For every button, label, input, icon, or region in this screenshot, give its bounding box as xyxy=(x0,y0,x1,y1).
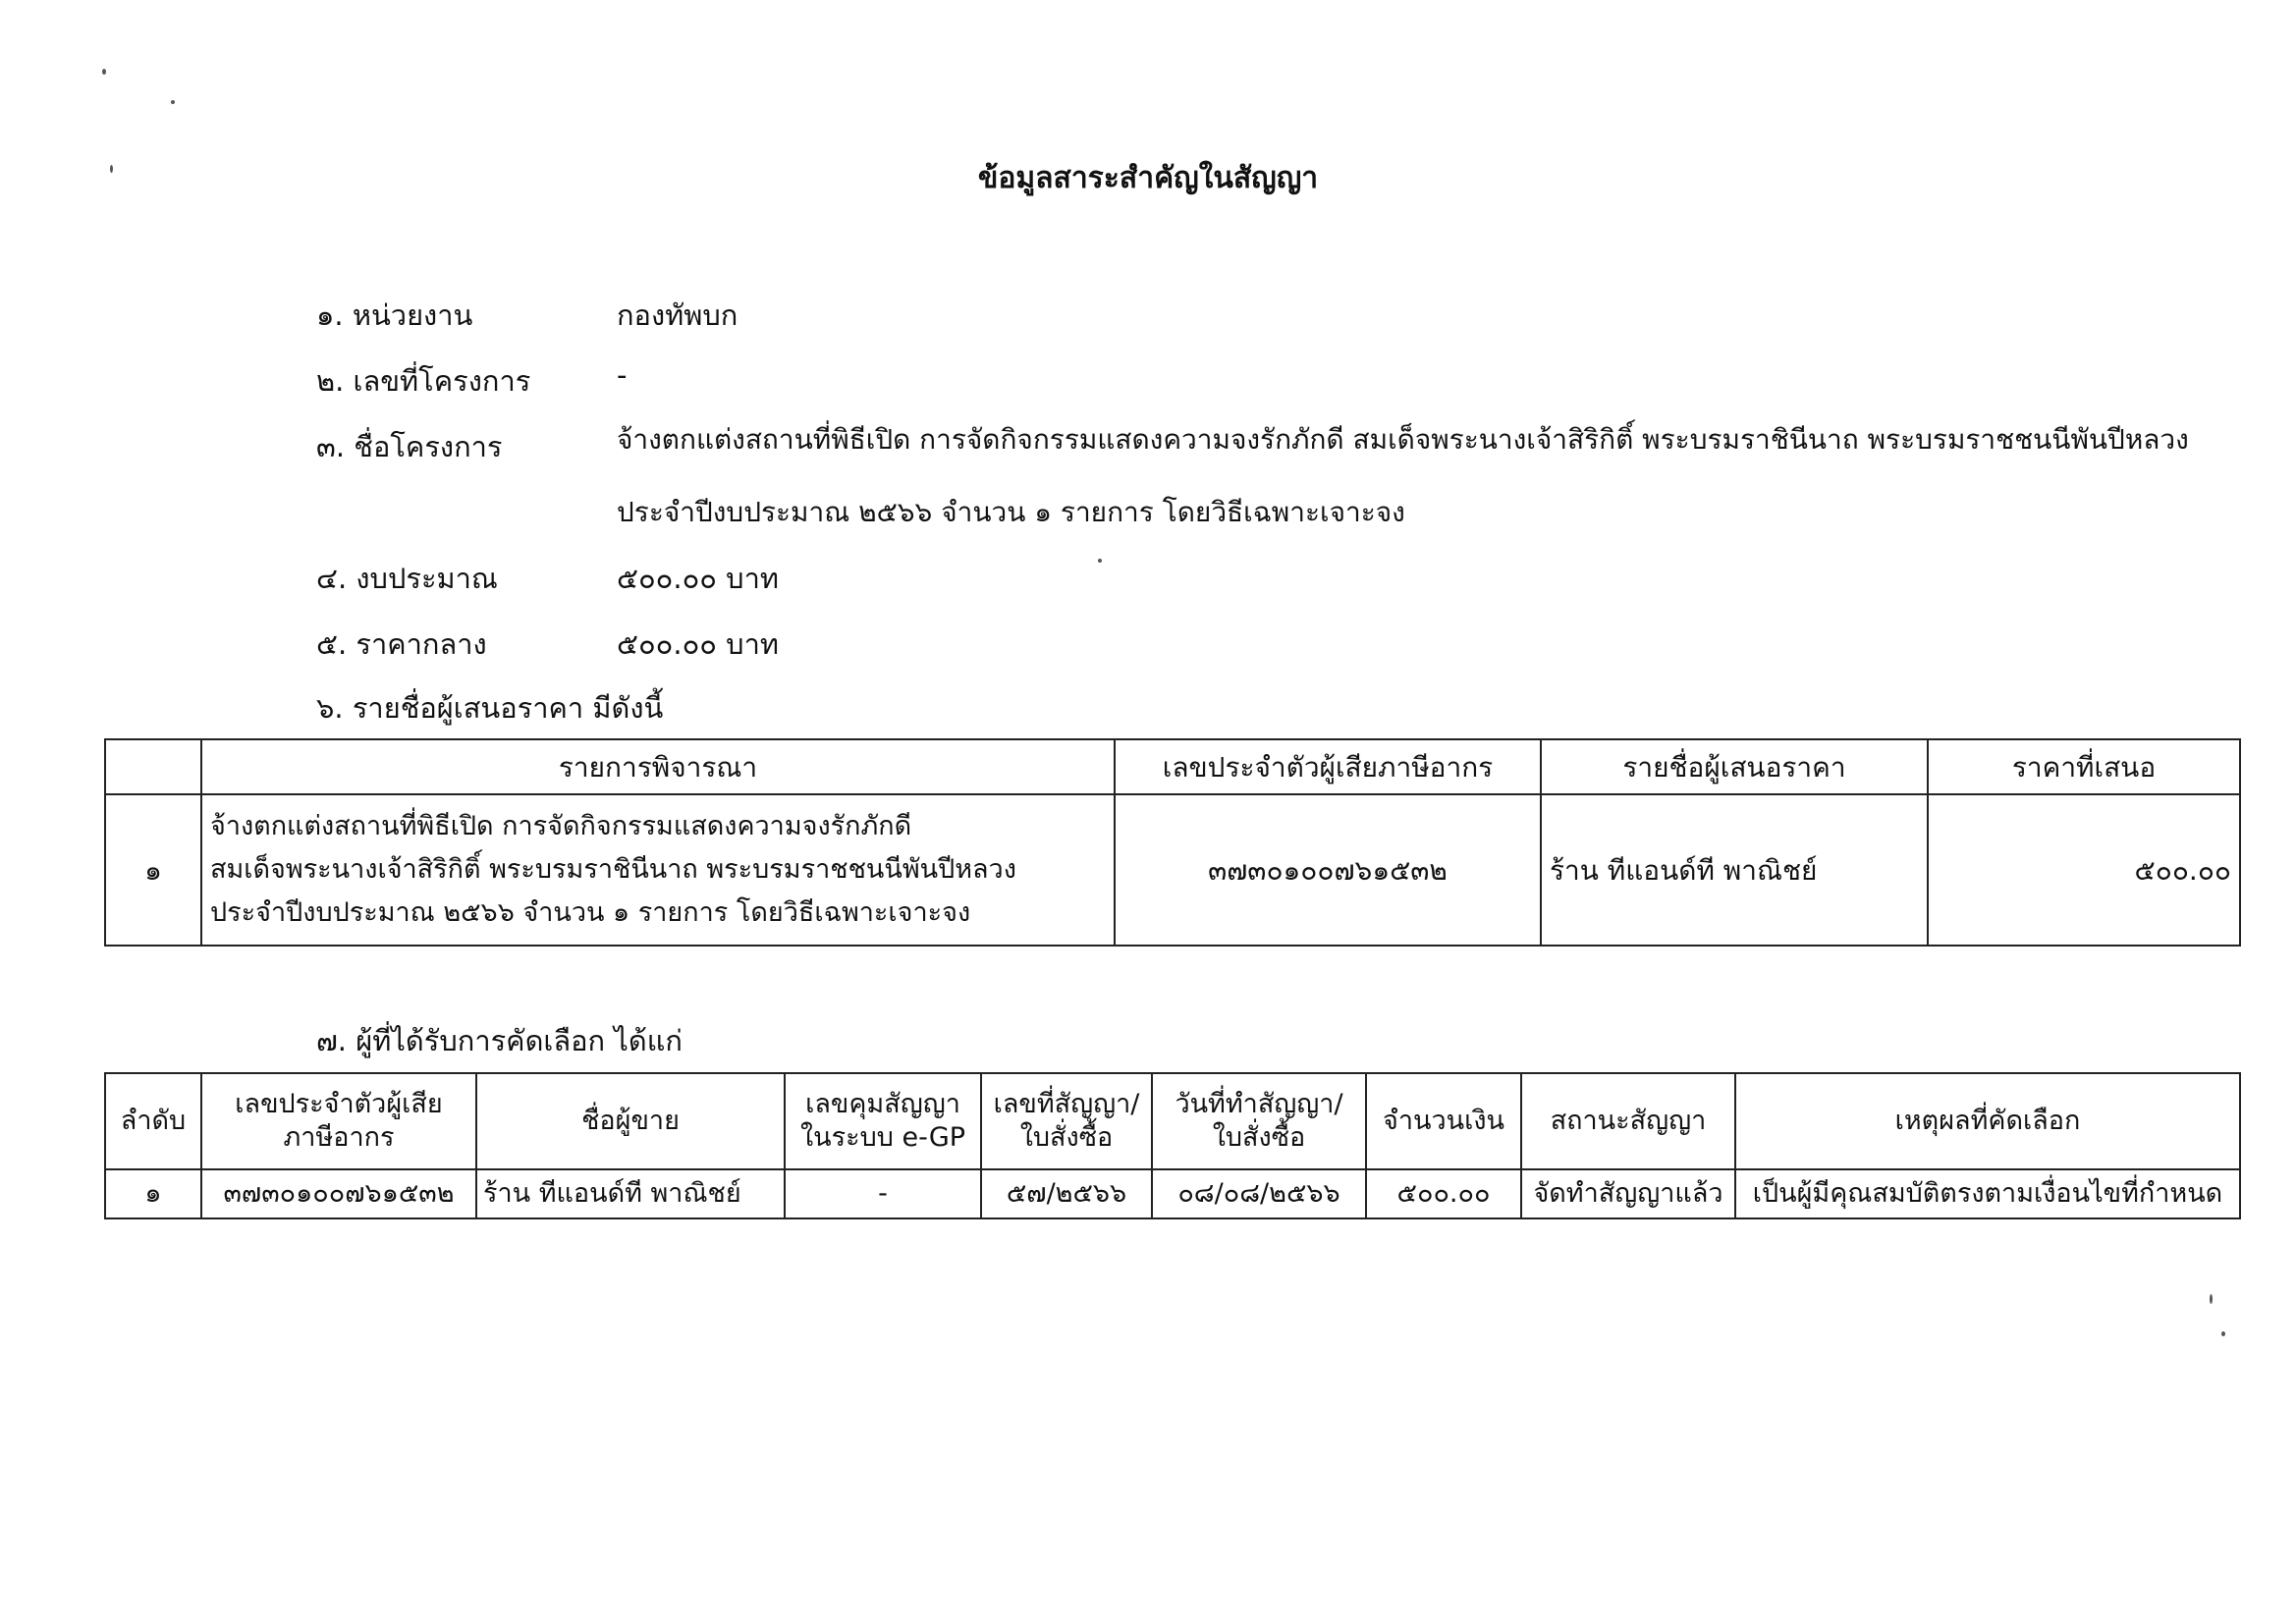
header-line: ใบสั่งซื้อ xyxy=(1019,1122,1114,1153)
winners-header-reason xyxy=(1735,1073,2240,1169)
bidder-tax-id: ๓๗๓๐๑๐๐๗๖๑๕๓๒ xyxy=(1115,794,1541,946)
field-project-name-value-line2: ประจำปีงบประมาณ ๒๕๖๖ จำนวน ๑ รายการ โดยวิธีเฉพาะเจาะจง xyxy=(617,496,1405,528)
winner-status: จัดทำสัญญาแล้ว xyxy=(1521,1169,1735,1218)
winner-amount: ๕๐๐.๐๐ xyxy=(1366,1169,1521,1218)
bidder-item-line: ประจำปีงบประมาณ ๒๕๖๖ จำนวน ๑ รายการ โดยวิธีเฉพาะเจาะจง xyxy=(210,896,971,928)
field-budget-value: ๕๐๐.๐๐ บาท xyxy=(617,562,779,595)
scan-speck xyxy=(1098,559,1102,563)
bidders-section-label: ๖. รายชื่อผู้เสนอราคา มีดังนี้ xyxy=(316,691,664,725)
winners-header-row xyxy=(105,1073,2240,1169)
field-project-name-value: จ้างตกแต่งสถานที่พิธีเปิด การจัดกิจกรรมแสดงความจงรักภักดี สมเด็จพระนางเจ้าสิริกิติ์ พระบรมราชินีนาถ พระบรมราชชนนีพันปีหลวง xyxy=(617,423,2189,456)
bidders-header-row xyxy=(105,739,2240,794)
bidder-name: ร้าน ทีแอนด์ที พาณิชย์ xyxy=(1541,794,1928,946)
header-line: ลำดับ xyxy=(120,1106,187,1137)
header-line: ใบสั่งซื้อ xyxy=(1212,1122,1306,1153)
field-median-price-label: ๕. ราคากลาง xyxy=(316,627,487,661)
bidder-no: ๑ xyxy=(105,794,201,946)
winners-header-contract-no xyxy=(981,1073,1152,1169)
bidder-item xyxy=(201,794,1115,946)
winner-contract-date: ๐๘/๐๘/๒๕๖๖ xyxy=(1152,1169,1366,1218)
winner-egp-no: - xyxy=(785,1169,981,1218)
scan-speck xyxy=(102,69,106,75)
header-line: ในระบบ e-GP xyxy=(799,1122,966,1153)
header-line: ภาษีอากร xyxy=(283,1122,395,1153)
scan-speck xyxy=(2210,1294,2213,1304)
bidder-item-line: จ้างตกแต่งสถานที่พิธีเปิด การจัดกิจกรรมแสดงความจงรักภักดี xyxy=(210,811,912,842)
winners-table xyxy=(104,1072,2241,1219)
table-row xyxy=(105,1169,2240,1218)
header-line: ชื่อผู้ขาย xyxy=(581,1106,680,1137)
header-line: เลขประจำตัวผู้เสีย xyxy=(235,1089,443,1120)
winner-seller: ร้าน ทีแอนด์ที พาณิชย์ xyxy=(476,1169,785,1218)
header-line: สถานะสัญญา xyxy=(1550,1106,1707,1137)
page-title: ข้อมูลสาระสำคัญในสัญญา xyxy=(977,161,1319,195)
winners-header-no xyxy=(105,1073,201,1169)
bidders-header-item: รายการพิจารณา xyxy=(201,739,1115,794)
field-agency-label: ๑. หน่วยงาน xyxy=(316,298,473,332)
winner-reason: เป็นผู้มีคุณสมบัติตรงตามเงื่อนไขที่กำหนด xyxy=(1735,1169,2240,1218)
bidders-header-bidder: รายชื่อผู้เสนอราคา xyxy=(1541,739,1928,794)
scan-speck xyxy=(171,100,175,104)
bidders-table xyxy=(104,738,2241,947)
field-agency-value: กองทัพบก xyxy=(617,298,738,332)
table-row xyxy=(105,794,2240,946)
winners-header-contract-date xyxy=(1152,1073,1366,1169)
field-project-no-label: ๒. เลขที่โครงการ xyxy=(316,364,531,398)
scan-speck xyxy=(2221,1331,2225,1336)
winners-section-label: ๗. ผู้ที่ได้รับการคัดเลือก ได้แก่ xyxy=(316,1024,683,1057)
bidders-header-price: ราคาที่เสนอ xyxy=(1928,739,2240,794)
winner-contract-no: ๕๗/๒๕๖๖ xyxy=(981,1169,1152,1218)
field-budget-label: ๔. งบประมาณ xyxy=(316,562,498,595)
winner-no: ๑ xyxy=(105,1169,201,1218)
field-median-price-value: ๕๐๐.๐๐ บาท xyxy=(617,627,779,661)
winner-tax-id: ๓๗๓๐๑๐๐๗๖๑๕๓๒ xyxy=(201,1169,476,1218)
header-line: เหตุผลที่คัดเลือก xyxy=(1894,1106,2081,1137)
bidder-item-line: สมเด็จพระนางเจ้าสิริกิติ์ พระบรมราชินีนาถ พระบรมราชชนนีพันปีหลวง xyxy=(210,854,1016,886)
bidders-header-no xyxy=(105,739,201,794)
winners-header-status xyxy=(1521,1073,1735,1169)
winners-header-egp-no xyxy=(785,1073,981,1169)
header-line: วันที่ทำสัญญา/ xyxy=(1175,1089,1343,1120)
header-line: เลขคุมสัญญา xyxy=(805,1089,960,1120)
header-line: จำนวนเงิน xyxy=(1383,1106,1504,1137)
field-project-name-label: ๓. ชื่อโครงการ xyxy=(316,430,503,463)
bidder-price: ๕๐๐.๐๐ xyxy=(1928,794,2240,946)
winners-header-amount xyxy=(1366,1073,1521,1169)
bidders-header-tax-id: เลขประจำตัวผู้เสียภาษีอากร xyxy=(1115,739,1541,794)
field-project-no-value: - xyxy=(617,358,628,392)
header-line: เลขที่สัญญา/ xyxy=(993,1089,1140,1120)
winners-header-seller xyxy=(476,1073,785,1169)
winners-header-tax-id xyxy=(201,1073,476,1169)
